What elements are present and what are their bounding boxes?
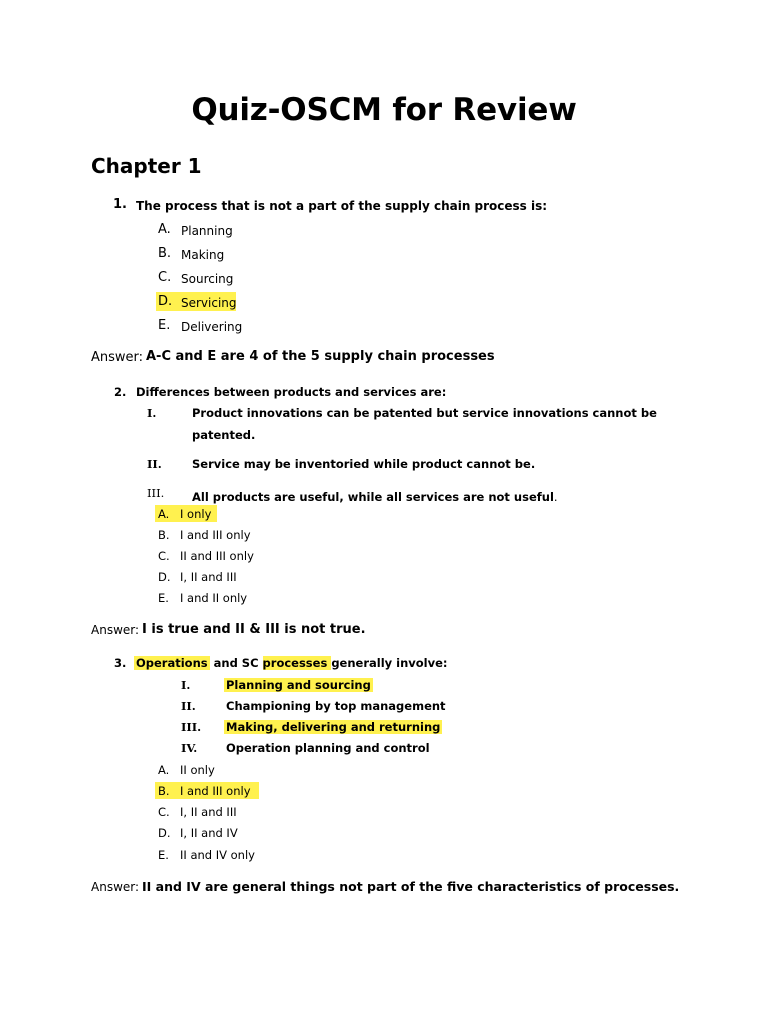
q3-statement-4-text: Operation planning and control: [226, 741, 430, 755]
q2-statement-1-numeral: I.: [147, 406, 157, 420]
q1-answer-label: Answer:: [91, 350, 144, 365]
question-1-text: The process that is not a part of the supply chain process is:: [136, 199, 548, 213]
q3-text-highlight-operations: Operations: [136, 656, 208, 670]
q2-option-a-text: I only: [180, 507, 212, 521]
q3-answer-text: II and IV are general things not part of the five characteristics of processes.: [142, 879, 680, 894]
question-2-text: Differences between products and services are:: [136, 385, 447, 399]
question-1-number: 1.: [113, 197, 127, 212]
q1-option-d-text: Servicing: [181, 296, 237, 310]
question-3-text: [134, 656, 448, 670]
q1-option-b-letter: B.: [158, 246, 172, 261]
q3-option-e-text: II and IV only: [180, 848, 255, 862]
q3-option-a-letter: A.: [158, 763, 170, 777]
q1-option-a-letter: A.: [158, 222, 171, 237]
q3-statement-1-numeral: I.: [181, 678, 191, 692]
q3-text-part4: generally involve:: [331, 656, 448, 670]
q2-statement-3-text: All products are useful, while all services are not useful: [192, 490, 554, 504]
q2-statement-2-numeral: II.: [147, 457, 162, 471]
q3-option-b-letter: B.: [158, 784, 170, 798]
q1-option-d-letter: D.: [158, 294, 173, 309]
q1-option-a-text: Planning: [181, 224, 233, 238]
q2-statement-3: [192, 486, 558, 505]
q2-answer-text: I is true and II & III is not true.: [142, 622, 366, 637]
q2-option-d-letter: D.: [158, 570, 171, 584]
q2-statement-3-tail: .: [553, 490, 558, 504]
q2-answer-label: Answer:: [91, 623, 140, 637]
q2-statement-3-numeral: III.: [147, 486, 165, 500]
q1-option-b-text: Making: [181, 248, 225, 262]
q3-statement-3-text: Making, delivering and returning: [226, 720, 441, 734]
q3-answer-label: Answer:: [91, 880, 140, 894]
q3-option-d-text: I, II and IV: [180, 826, 238, 840]
q3-text-highlight-processes: processes: [262, 656, 332, 670]
q3-option-b-text: I and III only: [180, 784, 251, 798]
q3-text-part2: and SC: [209, 656, 263, 670]
q1-option-e-text: Delivering: [181, 320, 243, 334]
q1-option-c-text: Sourcing: [181, 272, 234, 286]
q2-option-b-letter: B.: [158, 528, 170, 542]
q3-statement-2-text: Championing by top management: [226, 699, 446, 713]
q2-option-e-letter: E.: [158, 591, 169, 605]
q2-statement-2-text: Service may be inventoried while product cannot be.: [192, 457, 536, 471]
q2-option-d-text: I, II and III: [180, 570, 237, 584]
q3-statement-2-numeral: II.: [181, 699, 196, 713]
q2-statement-1-line1: Product innovations can be patented but service innovations cannot be: [192, 406, 657, 420]
q3-statement-3-numeral: III.: [181, 720, 202, 734]
q2-option-c-text: II and III only: [180, 549, 254, 563]
q3-option-d-letter: D.: [158, 826, 171, 840]
q3-statement-4-numeral: IV.: [181, 741, 198, 755]
q3-statement-1-text: Planning and sourcing: [226, 678, 371, 692]
q1-option-e-letter: E.: [158, 318, 171, 333]
page-title: Quiz-OSCM for Review: [191, 92, 577, 128]
q2-statement-1-line2: patented.: [192, 428, 256, 442]
q3-option-e-letter: E.: [158, 848, 169, 862]
q3-option-c-text: I, II and III: [180, 805, 237, 819]
q3-option-a-text: II only: [180, 763, 215, 777]
q3-option-c-letter: C.: [158, 805, 170, 819]
q2-option-a-letter: A.: [158, 507, 170, 521]
q1-option-c-letter: C.: [158, 270, 172, 285]
question-2-number: 2.: [114, 385, 127, 399]
q2-option-b-text: I and III only: [180, 528, 251, 542]
q2-option-c-letter: C.: [158, 549, 170, 563]
q1-answer-text: A-C and E are 4 of the 5 supply chain processes: [146, 349, 495, 364]
chapter-heading: Chapter 1: [91, 154, 202, 178]
question-3-number: 3.: [114, 656, 127, 670]
q2-option-e-text: I and II only: [180, 591, 248, 605]
